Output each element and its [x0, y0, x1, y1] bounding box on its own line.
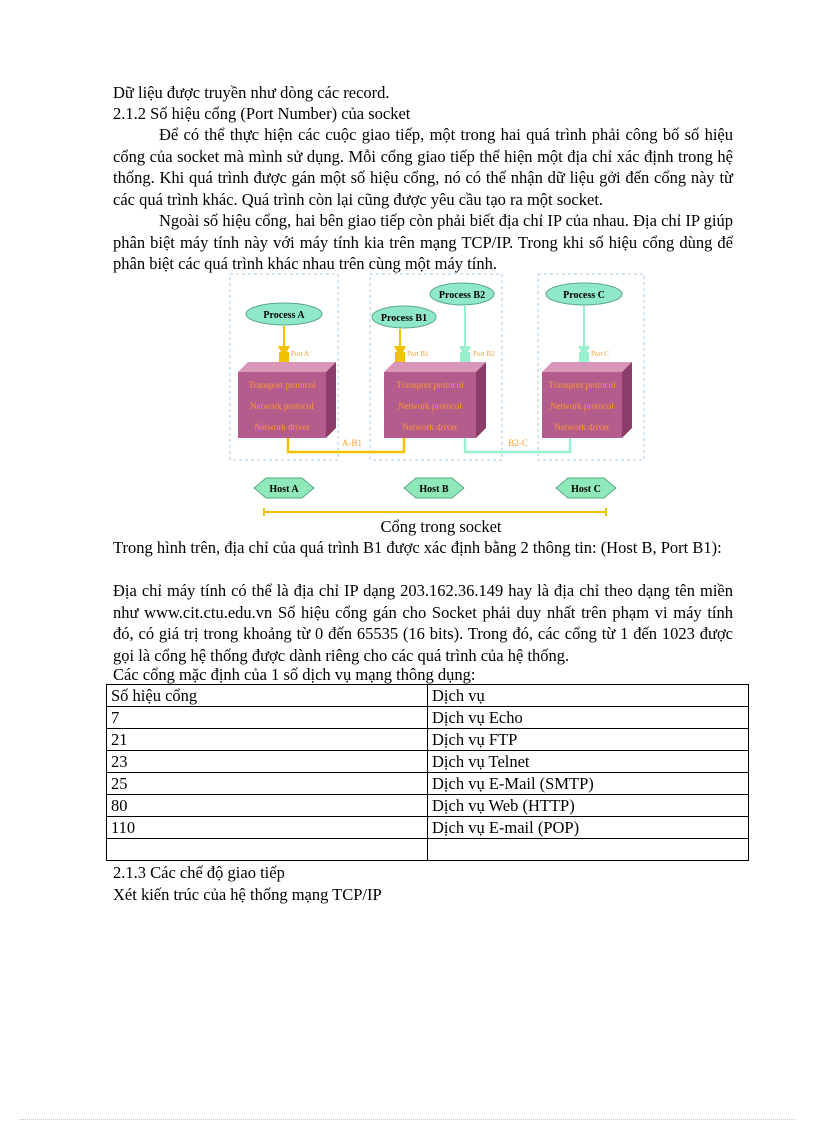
paragraph-port-intro: Để có thể thực hiện các cuộc giao tiếp, một trong hai quá trình phải công bố số hiệu cổng của socket mà mình sử dụng. Mỗi cổng giao tiếp thể hiện một địa chỉ xác định trong hệ thống. Khi quá trình được gán một số hiệu cổng, nó có thể nhận dữ liệu gởi đến cổng này từ các quá trình khác. Quá trình còn lại cũng được yêu cầu tạo ra một socket. — [113, 125, 733, 209]
header-service: Dịch vụ — [428, 685, 749, 707]
port-b1-marker — [395, 352, 405, 362]
paragraph-b1-address: Trong hình trên, địa chỉ của quá trình B1 được xác định bằng 2 thông tin: (Host B, Port B1): — [113, 538, 722, 557]
table-row — [107, 795, 749, 817]
host-c-label: Host C — [571, 484, 601, 495]
process-b2-label: Process B2 — [438, 290, 486, 301]
host-b-network-label: Network protocol — [398, 401, 462, 411]
service-cell: Dịch vụ Telnet — [428, 751, 749, 773]
port-b2-marker — [460, 352, 470, 362]
link-a-b1-label: A-B1 — [342, 438, 362, 448]
table-row — [107, 817, 749, 839]
process-b2 — [430, 283, 494, 305]
host-c-driver-label: Network driver — [554, 422, 610, 432]
port-number-cell: 110 — [107, 817, 428, 839]
process-b1-label: Process B1 — [380, 313, 428, 324]
paragraph-port-range: Địa chỉ máy tính có thể là địa chỉ IP dạng 203.162.36.149 hay là địa chỉ theo dạng tên miền như www.cit.ctu.edu.vn Số hiệu cổng gán cho Socket phải duy nhất trên phạm vi máy tính đó, có giá trị trong khoảng từ 0 đến 65535 (16 bits). Trong đó, các cổng từ 1 đến 1023 được gọi là cổng hệ thống được dành riêng cho các quá trình của hệ thống. — [113, 581, 733, 665]
paragraph-record: Dữ liệu được truyền như dòng các record. — [113, 83, 390, 102]
socket-port-diagram — [228, 272, 648, 520]
process-c-label: Process C — [563, 290, 605, 301]
port-a-marker — [279, 352, 289, 362]
host-a — [254, 478, 314, 498]
link-b2-c-label: B2-C — [508, 438, 528, 448]
host-b-driver-label: Network driver — [402, 422, 458, 432]
service-cell: Dịch vụ E-Mail (SMTP) — [428, 773, 749, 795]
port-c-label: Port C — [591, 350, 610, 358]
process-c — [546, 283, 622, 305]
process-a-label: Process A — [263, 310, 305, 321]
paragraph-tcpip-architecture: Xét kiến trúc của hệ thống mạng TCP/IP — [113, 885, 382, 904]
paragraph-ip-address: Ngoài số hiệu cổng, hai bên giao tiếp còn phải biết địa chỉ IP của nhau. Địa chỉ IP giúp phân biệt máy tính này với máy tính kia trên mạng TCP/IP. Trong khi số hiệu cổng dùng để phân biệt các quá trình khác nhau trên cùng một máy tính. — [113, 211, 733, 273]
port-number-cell: 25 — [107, 773, 428, 795]
port-number-cell: 23 — [107, 751, 428, 773]
host-a-driver-label: Network driver — [254, 422, 310, 432]
host-b-label: Host B — [419, 484, 449, 495]
table-row — [107, 751, 749, 773]
port-number-cell — [107, 839, 428, 861]
paragraph-table-intro: Các cổng mặc định của 1 số dịch vụ mạng thông dụng: — [113, 665, 476, 684]
default-ports-table — [106, 684, 749, 861]
table-row — [107, 707, 749, 729]
process-b1 — [372, 306, 436, 328]
host-a-network-label: Network protocol — [250, 401, 314, 411]
port-number-cell: 80 — [107, 795, 428, 817]
port-b2-label: Port B2 — [473, 350, 495, 358]
table-row — [107, 729, 749, 751]
heading-2-1-2: 2.1.2 Số hiệu cổng (Port Number) của socket — [113, 104, 411, 123]
page-bottom-border — [20, 1119, 796, 1120]
port-number-cell: 7 — [107, 707, 428, 729]
port-number-cell: 21 — [107, 729, 428, 751]
port-b1-label: Port B1 — [407, 350, 429, 358]
host-a-label: Host A — [269, 484, 299, 495]
port-c-marker — [579, 352, 589, 362]
header-port-number: Số hiệu cổng — [107, 685, 428, 707]
host-c — [556, 478, 616, 498]
service-cell — [428, 839, 749, 861]
table-row — [107, 773, 749, 795]
service-cell: Dịch vụ E-mail (POP) — [428, 817, 749, 839]
table-row — [107, 839, 749, 861]
default-ports-table-body — [107, 685, 749, 861]
host-b — [404, 478, 464, 498]
table-header-row — [107, 685, 749, 707]
process-a — [246, 303, 322, 325]
heading-2-1-3: 2.1.3 Các chế độ giao tiếp — [113, 863, 285, 882]
service-cell: Dịch vụ Web (HTTP) — [428, 795, 749, 817]
host-c-network-label: Network protocol — [550, 401, 614, 411]
service-cell: Dịch vụ Echo — [428, 707, 749, 729]
port-a-label: Port A — [291, 350, 310, 358]
service-cell: Dịch vụ FTP — [428, 729, 749, 751]
host-a-transport-label: Transport protocol — [248, 380, 316, 390]
host-b-transport-label: Transport protocol — [396, 380, 464, 390]
host-c-transport-label: Transport protocol — [548, 380, 616, 390]
figure-caption: Cổng trong socket — [380, 517, 502, 536]
